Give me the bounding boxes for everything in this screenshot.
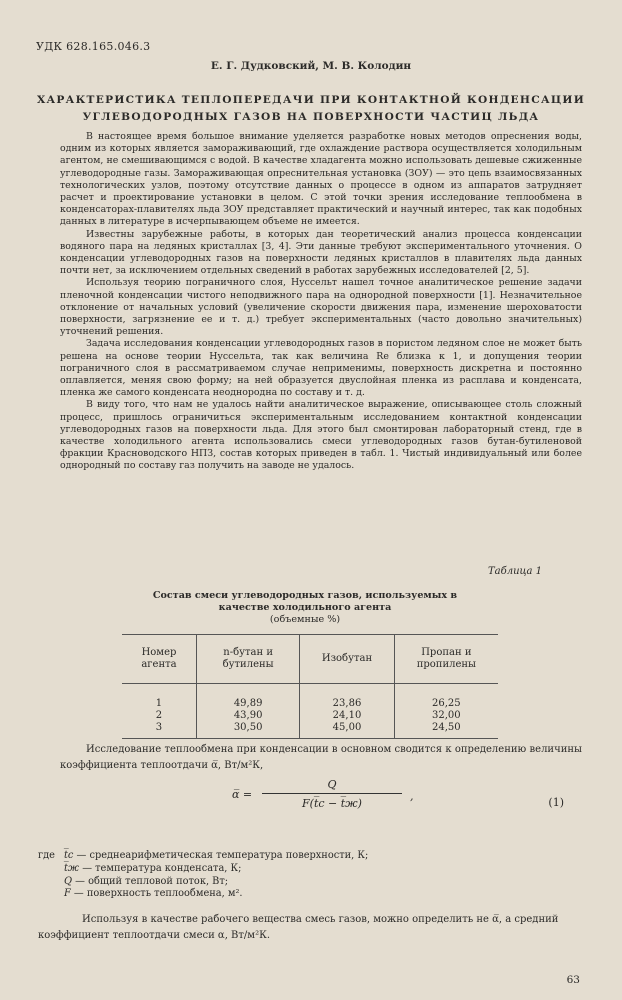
cell-agent: 2	[155, 710, 163, 721]
formula-fraction	[262, 778, 402, 810]
paragraph-7: Используя в качестве рабочего вещества смесь газов, можно определить не α̅, а средний коэффициент теплоотдачи смеси α, Вт/м²К.	[38, 914, 559, 941]
post-table-text	[60, 742, 582, 774]
table-title-line-1: Состав смеси углеводородных газов, используемых в	[152, 590, 458, 601]
definition-row	[38, 863, 368, 876]
cell-agent: 1	[155, 698, 163, 709]
paragraph-1: В настоящее время большое внимание уделяется разработке новых методов опреснения воды, одним из которых является замораживающий, где охлаждение раствора осуществляется холодильным агентом, не смешивающимся с водой. В качестве хладагента можно использовать дешевые сжиженные углеводородные газы. Замораживающая опреснительная установка (ЗОУ) — это цепь взаимосвязанных технологических узлов, поэтому отсутствие данных о процессе в одном из аппаратов затрудняет расчет и проектирование установки в целом. С этой точки зрения исследование теплообмена в конденсаторах-плавителях льда ЗОУ представляет практический и научный интерес, так как подобных данных в литературе в исчерпывающем объеме не имеется.	[60, 131, 582, 228]
table-header-row	[122, 635, 498, 684]
header-propane: Пропан и пропилены	[394, 635, 498, 684]
udc-code: УДК 628.165.046.3	[36, 40, 151, 53]
article-body	[60, 131, 582, 473]
definitions-lead: где	[38, 850, 55, 861]
definition-symbol: F	[64, 888, 71, 900]
page-number: 63	[566, 974, 580, 986]
cell-n-butane: 49,89	[196, 684, 299, 711]
composition-table	[122, 634, 498, 739]
table-unit: (объемные %)	[269, 614, 341, 625]
symbol-definitions	[38, 850, 368, 901]
cell-propane: 32,00	[394, 710, 498, 722]
authors: Е. Г. Дудковский, М. В. Колодин	[210, 60, 412, 72]
conclusion-text	[38, 912, 582, 944]
title-line-1: ХАРАКТЕРИСТИКА ТЕПЛОПЕРЕДАЧИ ПРИ КОНТАКТНОЙ КОНДЕНСАЦИИ	[36, 94, 586, 106]
cell-n-butane: 43,90	[196, 710, 299, 722]
definition-text: — среднеарифметическая температура поверхности, К;	[73, 850, 369, 861]
header-n-butane: n-бутан и бутилены	[196, 635, 299, 684]
header-isobutane: Изобутан	[300, 635, 394, 684]
article-title	[34, 92, 588, 126]
paragraph-2: Известны зарубежные работы, в которых дан теоретический анализ процесса конденсации водяного пара на ледяных кристаллах [3, 4]. Эти данные требуют экспериментального уточнения. О конденсации углеводородных газов на поверхности ледяных кристаллов в плавителях льда данных почти нет, за исключением отдельных сведений в работах зарубежных исследователей [2, 5].	[60, 228, 582, 277]
title-line-2: УГЛЕВОДОРОДНЫХ ГАЗОВ НА ПОВЕРХНОСТИ ЧАСТИЦ ЛЬДА	[82, 111, 540, 123]
table-title-line-2: качестве холодильного агента	[218, 602, 392, 613]
header-agent-number: Номер агента	[122, 635, 196, 684]
cell-propane: 26,25	[394, 684, 498, 711]
table-row	[122, 722, 498, 739]
formula-comma: ,	[410, 790, 414, 803]
cell-isobutane: 24,10	[300, 710, 394, 722]
table-caption: Таблица 1	[487, 566, 542, 577]
table-row	[122, 684, 498, 711]
equation-number: (1)	[548, 796, 564, 809]
formula-lhs: α̅ =	[232, 788, 253, 801]
cell-agent: 3	[122, 722, 196, 739]
definition-text: — температура конденсата, К;	[79, 862, 242, 874]
definition-symbol: t̅с	[64, 850, 74, 861]
definition-symbol: Q	[64, 875, 73, 887]
formula-numerator: Q	[262, 778, 402, 794]
definition-row	[38, 888, 368, 901]
cell-propane: 24,50	[394, 722, 498, 739]
table-title	[120, 590, 490, 626]
definition-row	[38, 876, 368, 889]
paragraph-3: Используя теорию пограничного слоя, Нуссельт нашел точное аналитическое решение задачи пленочной конденсации чистого неподвижного пара на однородной поверхности [1]. Незначительное отклонение от начальных условий (увеличение скорости движения пара, изменение шероховатости поверхности, загрязнение ее и т. д.) требует экспериментальных (часто довольно значительных) уточнений решения.	[60, 277, 582, 338]
table-row	[122, 710, 498, 722]
cell-isobutane: 23,86	[300, 684, 394, 711]
formula-denominator: F(t̅с − t̅ж)	[302, 797, 362, 810]
cell-isobutane: 45,00	[300, 722, 394, 739]
formula-1	[232, 778, 452, 818]
paragraph-4: Задача исследования конденсации углеводородных газов в пористом ледяном слое не может быть решена на основе теории Нуссельта, так как величина Re близка к 1, и допущения теории пограничного слоя в рассматриваемом случае неприменимы, поверхность дискретна и постоянно оплавляется, меняя свою форму; на ней образуется двуслойная пленка из расплава и конденсата, пленка же самого конденсата неоднородна по составу и т. д.	[60, 338, 582, 399]
definition-symbol: t̅ж	[64, 862, 80, 874]
paragraph-5: В виду того, что нам не удалось найти аналитическое выражение, описывающее столь сложный процесс, пришлось ограничиться экспериментальным исследованием контактной конденсации углеводородных газов на поверхности льда. Для этого был смонтирован лабораторный стенд, где в качестве холодильного агента использовались смеси углеводородных газов бутан-бутиленовой фракции Красноводского НПЗ, состав которых приведен в табл. 1. Чистый индивидуальный или более однородный по составу газ получить на заводе не удалось.	[60, 399, 582, 472]
definition-text: — поверхность теплообмена, м².	[70, 888, 243, 900]
definition-text: — общий тепловой поток, Вт;	[72, 875, 229, 887]
definition-row	[38, 850, 368, 863]
cell-n-butane: 30,50	[196, 722, 299, 739]
paragraph-6: Исследование теплообмена при конденсации в основном сводится к определению величины коэффициента теплоотдачи α̅, Вт/м²К,	[60, 744, 582, 771]
